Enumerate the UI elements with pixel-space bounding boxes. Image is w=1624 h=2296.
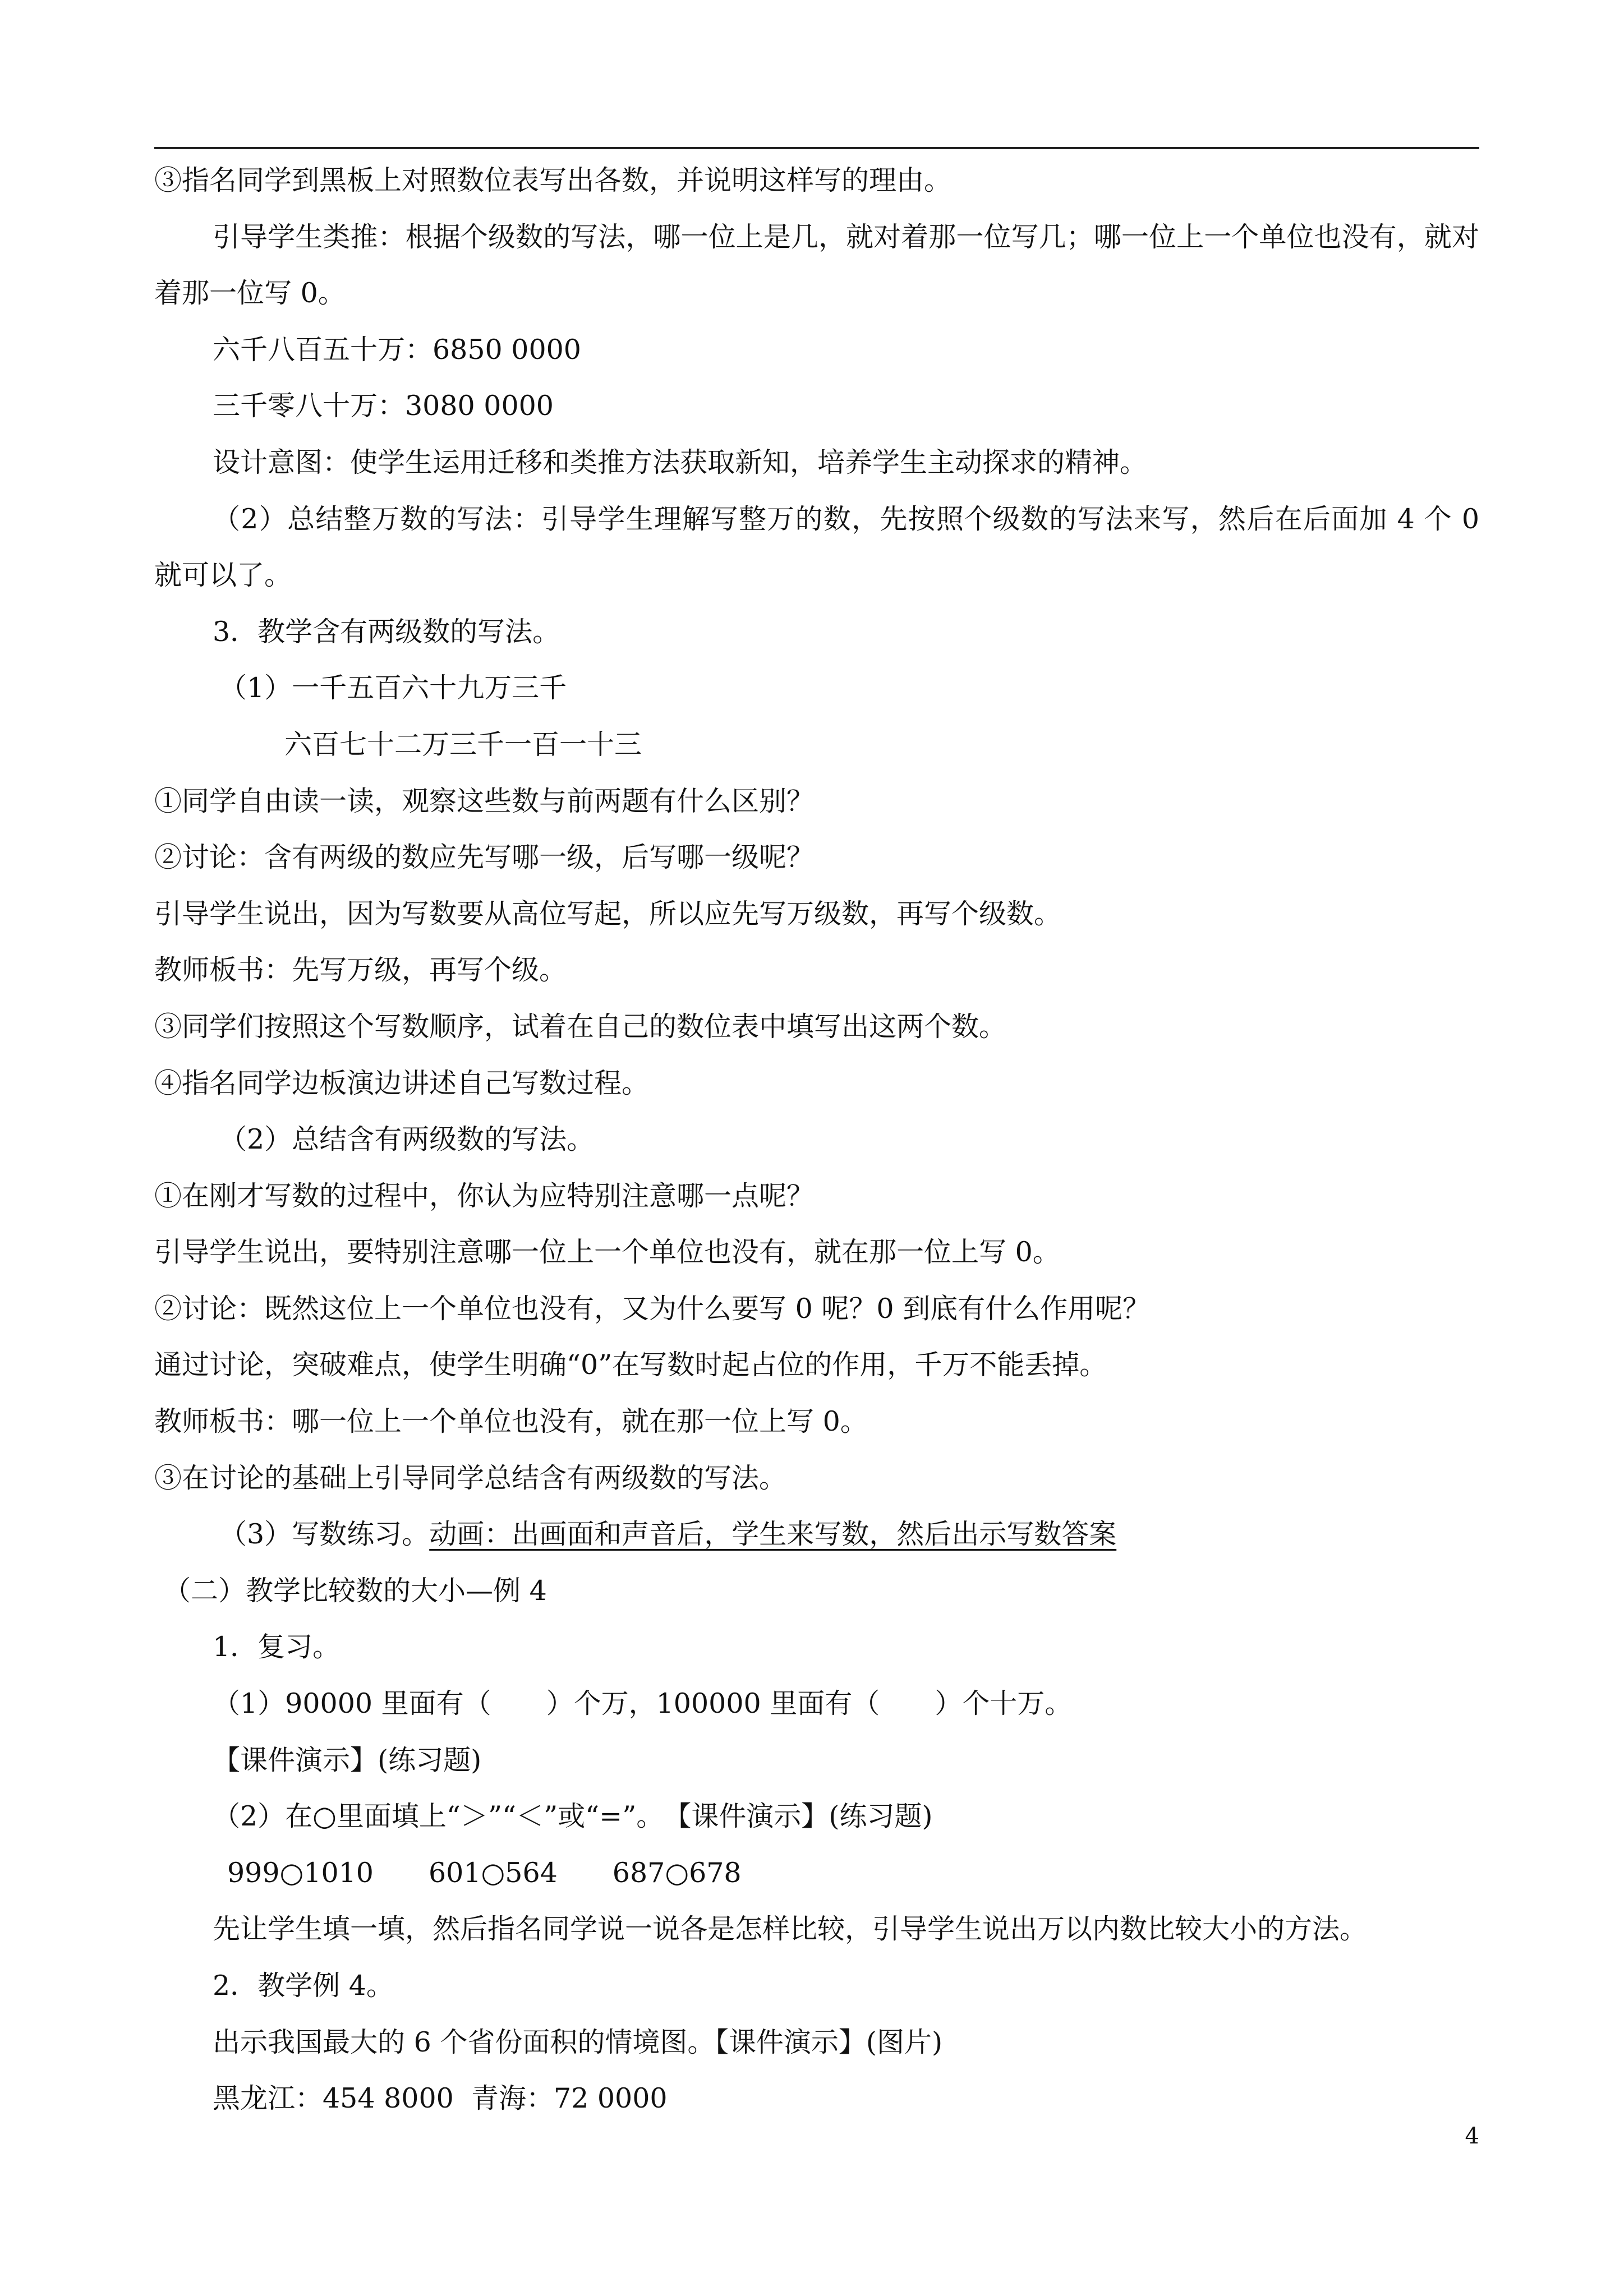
text-line: 引导学生说出，因为写数要从高位写起，所以应先写万级数，再写个级数。 [154, 897, 1062, 930]
text-line: 六百七十二万三千一百一十三 [284, 728, 642, 760]
text-line: 教师板书：哪一位上一个单位也没有，就在那一位上写 0。 [154, 1405, 868, 1438]
text-line: 先让学生填一填，然后指名同学说一说各是怎样比较，引导学生说出万以内数比较大小的方法。 [213, 1913, 1368, 1945]
header-rule [154, 147, 1479, 149]
text-line: ④指名同学边板演边讲述自己写数过程。 [154, 1067, 650, 1099]
text-line: （1）一千五百六十九万三千 [219, 672, 567, 704]
text-line: （1）90000 里面有（ ）个万，100000 里面有（ ）个十万。 [213, 1688, 1073, 1720]
text-line: （2）总结含有两级数的写法。 [219, 1123, 595, 1156]
text-line: 三千零八十万：3080 0000 [213, 390, 554, 422]
section-heading: 3．教学含有两级数的写法。 [213, 615, 560, 648]
animation-note: 动画：出画面和声音后，学生来写数，然后出示写数答案 [429, 1518, 1117, 1551]
section-heading: 1．复习。 [213, 1631, 341, 1663]
exercise-label: （3）写数练习。 [219, 1518, 430, 1551]
text-line: ①同学自由读一读，观察这些数与前两题有什么区别？ [154, 785, 815, 817]
text-line: 黑龙江：454 8000 青海：72 0000 [213, 2082, 668, 2115]
text-line: ②讨论：既然这位上一个单位也没有，又为什么要写 0 呢？0 到底有什么作用呢？ [154, 1292, 1151, 1325]
text-paragraph: 引导学生类推：根据个级数的写法，哪一位上是几，就对着那一位写几；哪一位上一个单位也没有，就对着那一位写 0。 [154, 220, 1479, 310]
text-line: ③同学们按照这个写数顺序，试着在自己的数位表中填写出这两个数。 [154, 1010, 1007, 1043]
text-line: 六千八百五十万：6850 0000 [213, 333, 581, 366]
text-line: ②讨论：含有两级的数应先写哪一级，后写哪一级呢？ [154, 841, 815, 874]
text-line: 引导学生说出，要特别注意哪一位上一个单位也没有，就在那一位上写 0。 [154, 1236, 1060, 1269]
document-body [154, 153, 1479, 2127]
text-line: ③指名同学到黑板上对照数位表写出各数，并说明这样写的理由。 [154, 164, 952, 196]
text-line: 教师板书：先写万级，再写个级。 [154, 954, 567, 986]
text-line: 设计意图：使学生运用迁移和类推方法获取新知，培养学生主动探求的精神。 [213, 446, 1148, 478]
text-line [154, 1506, 1479, 1563]
page-number: 4 [1465, 2123, 1479, 2149]
text-paragraph: （2）总结整万数的写法：引导学生理解写整万的数，先按照个级数的写法来写，然后在后面加 4 个 0 就可以了。 [154, 502, 1479, 592]
text-line: 出示我国最大的 6 个省份面积的情境图。【课件演示】(图片) [213, 2026, 943, 2058]
section-heading: （二）教学比较数的大小—例 4 [163, 1574, 547, 1607]
text-line: ①在刚才写数的过程中，你认为应特别注意哪一点呢？ [154, 1179, 815, 1212]
text-line: （2）在○里面填上“＞”“＜”或“=”。 【课件演示】(练习题) [213, 1800, 933, 1833]
text-line: 【课件演示】(练习题) [213, 1744, 482, 1776]
text-line: ③在讨论的基础上引导同学总结含有两级数的写法。 [154, 1461, 787, 1494]
section-heading: 2．教学例 4。 [213, 1970, 394, 2002]
text-line: 999○1010 601○564 687○678 [227, 1856, 742, 1889]
text-line: 通过讨论，突破难点，使学生明确“0”在写数时起占位的作用，千万不能丢掉。 [154, 1349, 1107, 1381]
